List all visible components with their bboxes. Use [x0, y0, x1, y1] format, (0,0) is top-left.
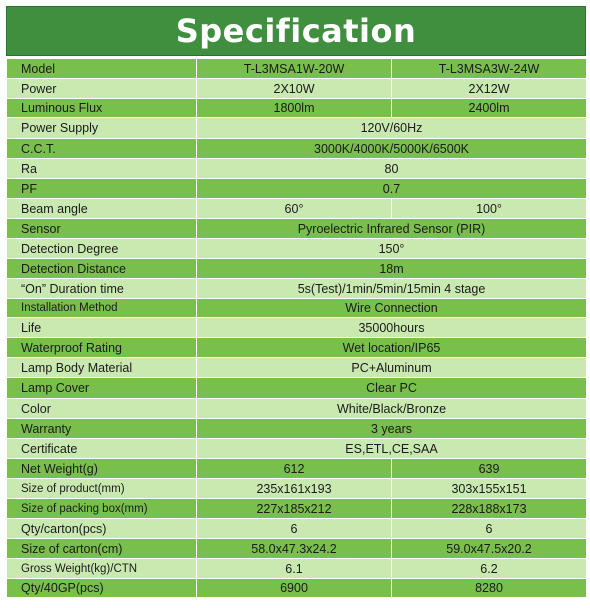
spec-label: Lamp Cover	[7, 378, 197, 399]
spec-value-model-2: 639	[392, 459, 587, 479]
spec-value: 150°	[197, 239, 587, 259]
spec-row	[7, 419, 587, 439]
spec-label: “On” Duration time	[7, 279, 197, 299]
spec-row	[7, 99, 587, 118]
spec-value-model-1: 2X10W	[197, 79, 392, 99]
spec-value-model-2: 8280	[392, 579, 587, 598]
spec-row	[7, 59, 587, 79]
spec-label: Gross Weight(kg)/CTN	[7, 559, 197, 579]
spec-value-model-1: 1800lm	[197, 99, 392, 118]
page-title: Specification	[175, 12, 417, 50]
spec-value-model-1: 227x185x212	[197, 499, 392, 519]
spec-value-model-1: 6.1	[197, 559, 392, 579]
spec-value: 35000hours	[197, 318, 587, 338]
spec-row	[7, 139, 587, 159]
spec-value: ES,ETL,CE,SAA	[197, 439, 587, 459]
spec-label: Waterproof Rating	[7, 338, 197, 358]
spec-row	[7, 338, 587, 358]
spec-value: 0.7	[197, 179, 587, 199]
spec-label: Installation Method	[7, 299, 197, 318]
spec-label: C.C.T.	[7, 139, 197, 159]
spec-label: Beam angle	[7, 199, 197, 219]
spec-value: PC+Aluminum	[197, 358, 587, 378]
spec-row	[7, 559, 587, 579]
spec-value: Wet location/IP65	[197, 338, 587, 358]
title-banner	[6, 6, 586, 56]
spec-value-model-1: 235x161x193	[197, 479, 392, 499]
spec-value-model-1: 60°	[197, 199, 392, 219]
spec-row	[7, 358, 587, 378]
spec-label: PF	[7, 179, 197, 199]
spec-label: Detection Distance	[7, 259, 197, 279]
spec-row	[7, 299, 587, 318]
spec-row	[7, 439, 587, 459]
spec-value: 5s(Test)/1min/5min/15min 4 stage	[197, 279, 587, 299]
spec-value-model-2: 228x188x173	[392, 499, 587, 519]
spec-value-model-2: T-L3MSA3W-24W	[392, 59, 587, 79]
spec-label: Qty/carton(pcs)	[7, 519, 197, 539]
spec-value-model-2: 303x155x151	[392, 479, 587, 499]
spec-value: 120V/60Hz	[197, 118, 587, 139]
spec-value-model-2: 2X12W	[392, 79, 587, 99]
spec-value: White/Black/Bronze	[197, 399, 587, 419]
spec-value-model-2: 6	[392, 519, 587, 539]
spec-sheet	[6, 6, 586, 598]
spec-label: Size of packing box(mm)	[7, 499, 197, 519]
spec-value: 3 years	[197, 419, 587, 439]
spec-row	[7, 579, 587, 598]
spec-row	[7, 179, 587, 199]
spec-value: 80	[197, 159, 587, 179]
spec-label: Warranty	[7, 419, 197, 439]
spec-value: 18m	[197, 259, 587, 279]
spec-value-model-1: 6	[197, 519, 392, 539]
spec-value-model-2: 100°	[392, 199, 587, 219]
spec-label: Luminous Flux	[7, 99, 197, 118]
spec-row	[7, 539, 587, 559]
spec-value-model-1: 6900	[197, 579, 392, 598]
spec-label: Sensor	[7, 219, 197, 239]
spec-label: Power Supply	[7, 118, 197, 139]
spec-label: Ra	[7, 159, 197, 179]
spec-value-model-1: T-L3MSA1W-20W	[197, 59, 392, 79]
spec-row	[7, 259, 587, 279]
spec-label: Size of product(mm)	[7, 479, 197, 499]
spec-value: Wire Connection	[197, 299, 587, 318]
spec-label: Life	[7, 318, 197, 338]
spec-row	[7, 239, 587, 259]
spec-row	[7, 219, 587, 239]
spec-table-body	[7, 59, 587, 598]
spec-label: Power	[7, 79, 197, 99]
spec-value-model-1: 612	[197, 459, 392, 479]
spec-value-model-2: 59.0x47.5x20.2	[392, 539, 587, 559]
spec-value: Clear PC	[197, 378, 587, 399]
spec-row	[7, 118, 587, 139]
spec-row	[7, 79, 587, 99]
spec-row	[7, 279, 587, 299]
spec-row	[7, 399, 587, 419]
spec-label: Size of carton(cm)	[7, 539, 197, 559]
spec-label: Model	[7, 59, 197, 79]
spec-row	[7, 378, 587, 399]
spec-label: Certificate	[7, 439, 197, 459]
spec-label: Lamp Body Material	[7, 358, 197, 378]
spec-value: Pyroelectric Infrared Sensor (PIR)	[197, 219, 587, 239]
spec-row	[7, 499, 587, 519]
spec-label: Color	[7, 399, 197, 419]
spec-row	[7, 159, 587, 179]
spec-value-model-2: 2400lm	[392, 99, 587, 118]
spec-label: Net Weight(g)	[7, 459, 197, 479]
spec-label: Detection Degree	[7, 239, 197, 259]
spec-row	[7, 519, 587, 539]
spec-row	[7, 318, 587, 338]
spec-label: Qty/40GP(pcs)	[7, 579, 197, 598]
spec-value: 3000K/4000K/5000K/6500K	[197, 139, 587, 159]
spec-row	[7, 479, 587, 499]
spec-value-model-2: 6.2	[392, 559, 587, 579]
spec-row	[7, 199, 587, 219]
spec-row	[7, 459, 587, 479]
spec-value-model-1: 58.0x47.3x24.2	[197, 539, 392, 559]
spec-table	[6, 58, 587, 598]
